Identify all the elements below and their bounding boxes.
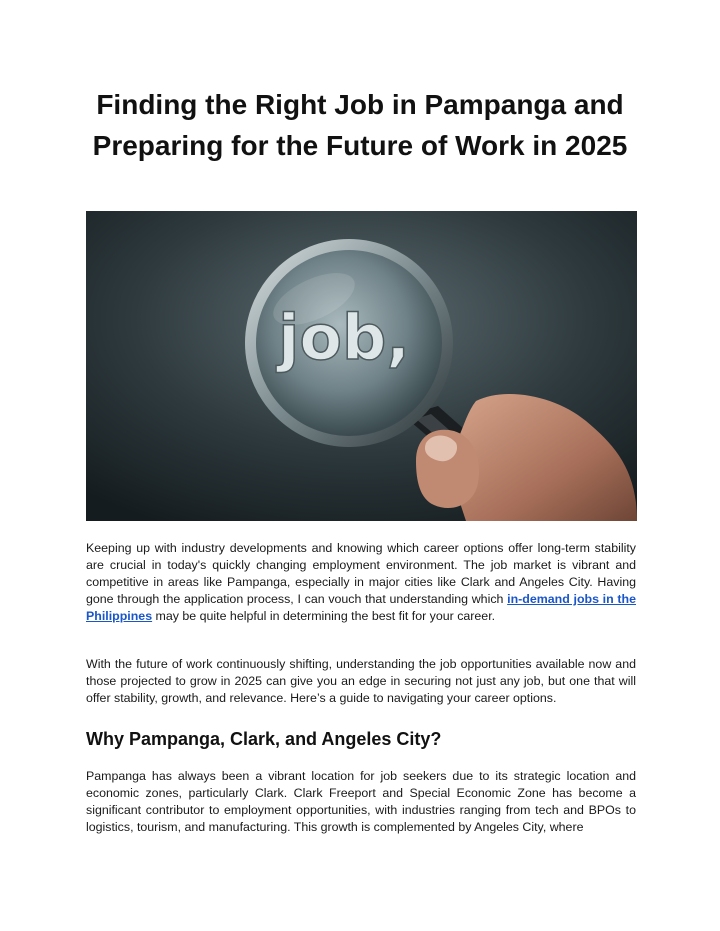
intro-text: Keeping up with industry developments and knowing which career options offer long-term stability are crucial in today's quickly changing employment environment. The job market is vibrant and competitive in areas like Pampanga, especially in major cities like Clark and Angeles City. Having gone through the application process, I can vouch that understanding which bbox=[86, 541, 636, 606]
in-demand-jobs-link[interactable]: in-demand jobs in the Philippines bbox=[86, 592, 636, 623]
hero-image bbox=[86, 211, 637, 521]
lens-text: job, bbox=[278, 301, 410, 374]
intro-text-end: may be quite helpful in determining the best fit for your career. bbox=[152, 609, 496, 623]
section-heading: Why Pampanga, Clark, and Angeles City? bbox=[86, 729, 442, 749]
pampanga-paragraph: Pampanga has always been a vibrant location for job seekers due to its strategic location and economic zones, particularly Clark. Clark Freeport and Special Economic Zone has become a significant contributor to employment opportunities, with industries ranging from tech and BPOs to logistics, tourism, and manufacturing. This growth is complemented by Angeles City, where bbox=[86, 769, 636, 834]
future-of-work-paragraph: With the future of work continuously shifting, understanding the job opportunities available now and those projected to grow in 2025 can give you an edge in securing not just any job, but one that will offer stability, growth, and relevance. Here’s a guide to navigating your career options. bbox=[86, 657, 636, 705]
intro-paragraph bbox=[86, 540, 636, 625]
magnifying-glass-job-photo bbox=[86, 211, 637, 521]
page-title: Finding the Right Job in Pampanga and Preparing for the Future of Work in 2025 bbox=[92, 89, 628, 161]
